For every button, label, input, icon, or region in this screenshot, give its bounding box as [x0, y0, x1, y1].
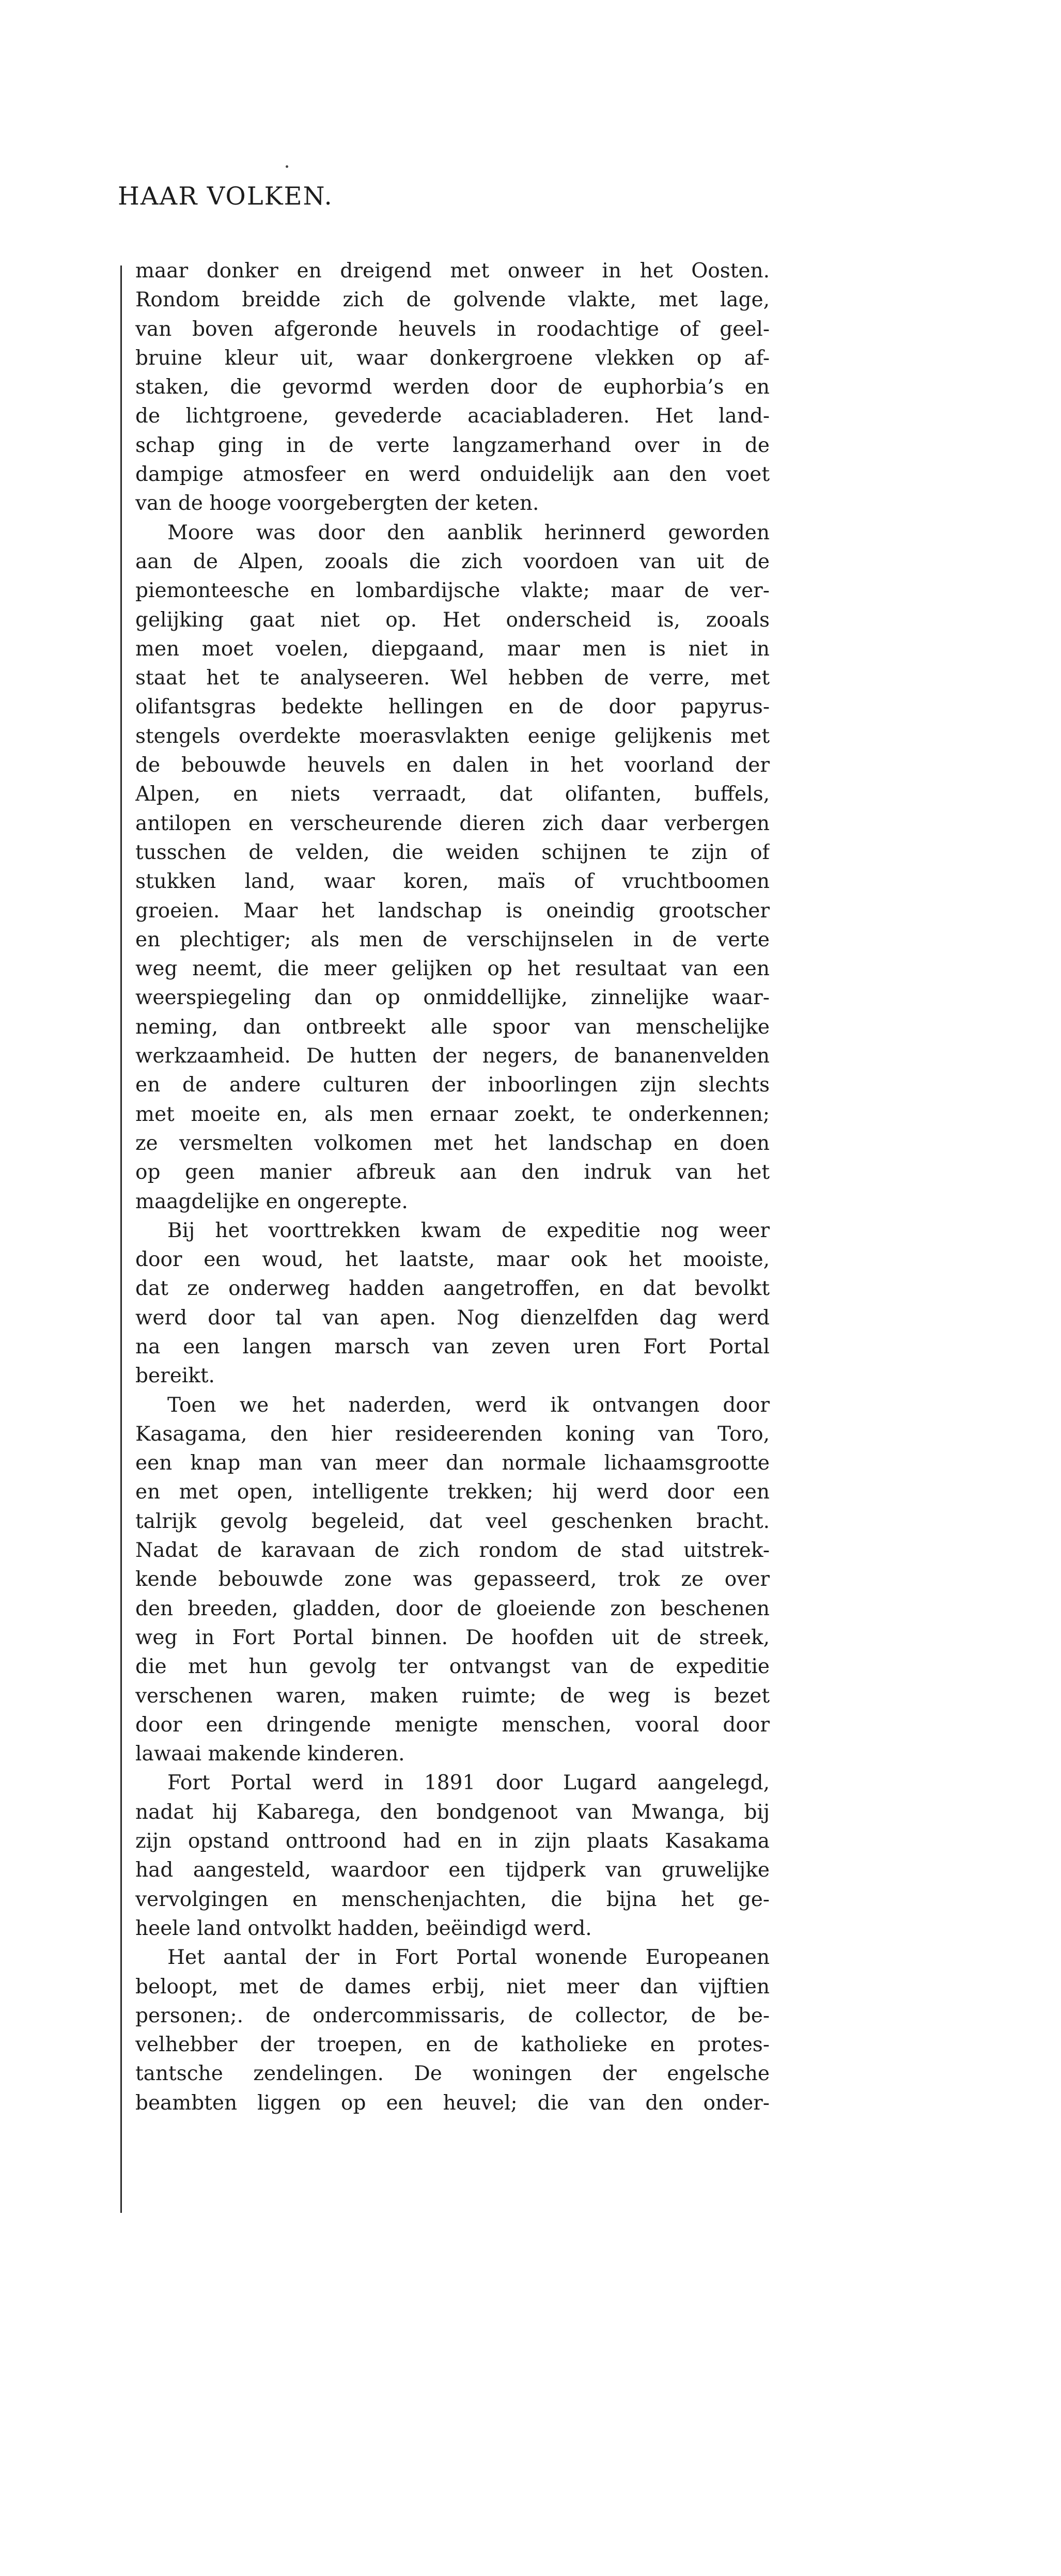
text-line: bruine kleur uit, waar donkergroene vlekken op af- [135, 346, 770, 370]
text-line: van de hooge voorgebergten der keten. [135, 492, 539, 516]
text-line: Fort Portal werd in 1891 door Lugard aangelegd, [167, 1771, 770, 1795]
text-line: Kasagama, den hier resideerenden koning van Toro, [135, 1422, 770, 1446]
text-line: piemonteesche en lombardijsche vlakte; maar de ver- [135, 579, 770, 603]
text-line: personen;. de ondercommissaris, de collector, de be- [135, 2004, 770, 2027]
body-text [135, 257, 770, 2118]
text-line: stengels overdekte moerasvlakten eenige gelijkenis met [135, 724, 770, 748]
text-line: beloopt, met de dames erbij, niet meer dan vijftien [135, 1975, 770, 1999]
text-line: dampige atmosfeer en werd onduidelijk aan den voet [135, 463, 770, 487]
text-line: Bij het voorttrekken kwam de expeditie nog weer [167, 1219, 770, 1242]
text-line: met moeite en, als men ernaar zoekt, te onderkennen; [135, 1102, 770, 1126]
text-line: weerspiegeling dan op onmiddellijke, zinnelijke waar- [135, 986, 770, 1010]
text-line: nadat hij Kabarega, den bondgenoot van Mwanga, bij [135, 1800, 770, 1824]
text-line: Het aantal der in Fort Portal wonende Europeanen [167, 1946, 770, 1970]
text-line: werd door tal van apen. Nog dienzelfden dag werd [135, 1306, 770, 1330]
text-line: vervolgingen en menschenjachten, die bijna het ge- [135, 1887, 770, 1911]
text-line: schap ging in de verte langzamerhand over in de [135, 433, 770, 457]
text-line: Nadat de karavaan de zich rondom de stad uitstrek- [135, 1539, 770, 1563]
text-line: een knap man van meer dan normale lichaamsgrootte [135, 1451, 770, 1475]
text-line: en de andere culturen der inboorlingen zijn slechts [135, 1073, 770, 1097]
text-line: heele land ontvolkt hadden, beëindigd werd. [135, 1916, 592, 1940]
text-line: dat ze onderweg hadden aangetroffen, en dat bevolkt [135, 1277, 770, 1301]
text-line: neming, dan ontbreekt alle spoor van menschelijke [135, 1015, 770, 1039]
text-line: Moore was door den aanblik herinnerd geworden [167, 521, 770, 544]
text-line: antilopen en verscheurende dieren zich daar verbergen [135, 811, 770, 835]
text-line: beambten liggen op een heuvel; die van den onder- [135, 2091, 770, 2115]
text-line: verschenen waren, maken ruimte; de weg is bezet [135, 1684, 770, 1708]
text-line: tantsche zendelingen. De woningen der engelsche [135, 2062, 770, 2086]
text-line: door een woud, het laatste, maar ook het mooiste, [135, 1248, 770, 1272]
text-line: ze versmelten volkomen met het landschap en doen [135, 1131, 770, 1155]
text-line: Rondom breidde zich de golvende vlakte, met lage, [135, 288, 770, 312]
text-line: op geen manier afbreuk aan den indruk van het [135, 1161, 770, 1184]
text-line: en met open, intelligente trekken; hij werd door een [135, 1480, 770, 1504]
text-line: werkzaamheid. De hutten der negers, de bananenvelden [135, 1044, 770, 1068]
text-line: staat het te analyseeren. Wel hebben de verre, met [135, 666, 770, 690]
text-line: lawaai makende kinderen. [135, 1742, 405, 1766]
text-line: die met hun gevolg ter ontvangst van de expeditie [135, 1655, 770, 1679]
text-line: olifantsgras bedekte hellingen en de door papyrus- [135, 695, 770, 719]
text-line: de lichtgroene, gevederde acaciabladeren. Het land- [135, 404, 770, 428]
text-line: groeien. Maar het landschap is oneindig grootscher [135, 899, 770, 923]
text-line: kende bebouwde zone was gepasseerd, trok ze over [135, 1568, 770, 1591]
text-line: en plechtiger; als men de verschijnselen in de verte [135, 928, 770, 951]
text-line: men moet voelen, diepgaand, maar men is niet in [135, 637, 770, 661]
text-line: staken, die gevormd werden door de euphorbia’s en [135, 376, 770, 399]
text-line: door een dringende menigte menschen, vooral door [135, 1713, 770, 1737]
column-rule [120, 266, 122, 2213]
text-line: Alpen, en niets verraadt, dat olifanten, buffels, [135, 783, 770, 806]
text-line: tusschen de velden, die weiden schijnen te zijn of [135, 840, 770, 864]
text-line: aan de Alpen, zooals die zich voordoen van uit de [135, 550, 770, 573]
text-line: den breeden, gladden, door de gloeiende zon beschenen [135, 1597, 770, 1620]
text-line: weg neemt, die meer gelijken op het resultaat van een [135, 957, 770, 981]
text-line: maar donker en dreigend met onweer in het Oosten. [135, 259, 770, 283]
running-head: HAAR VOLKEN. [118, 182, 333, 211]
text-line: maagdelijke en ongerepte. [135, 1190, 408, 1213]
text-line: had aangesteld, waardoor een tijdperk van gruwelijke [135, 1859, 770, 1882]
text-line: na een langen marsch van zeven uren Fort Portal [135, 1335, 770, 1359]
text-line: talrijk gevolg begeleid, dat veel geschenken bracht. [135, 1509, 770, 1533]
page-mark [286, 165, 288, 168]
text-line: Toen we het naderden, werd ik ontvangen door [167, 1393, 770, 1417]
text-line: weg in Fort Portal binnen. De hoofden uit de streek, [135, 1626, 770, 1649]
text-line: van boven afgeronde heuvels in roodachtige of geel- [135, 317, 770, 341]
text-line: bereikt. [135, 1364, 215, 1388]
text-line: gelijking gaat niet op. Het onderscheid is, zooals [135, 608, 770, 632]
text-line: stukken land, waar koren, maïs of vruchtboomen [135, 870, 770, 894]
text-line: zijn opstand onttroond had en in zijn plaats Kasakama [135, 1830, 770, 1853]
text-line: velhebber der troepen, en de katholieke en protes- [135, 2033, 770, 2057]
text-line: de bebouwde heuvels en dalen in het voorland der [135, 754, 770, 777]
